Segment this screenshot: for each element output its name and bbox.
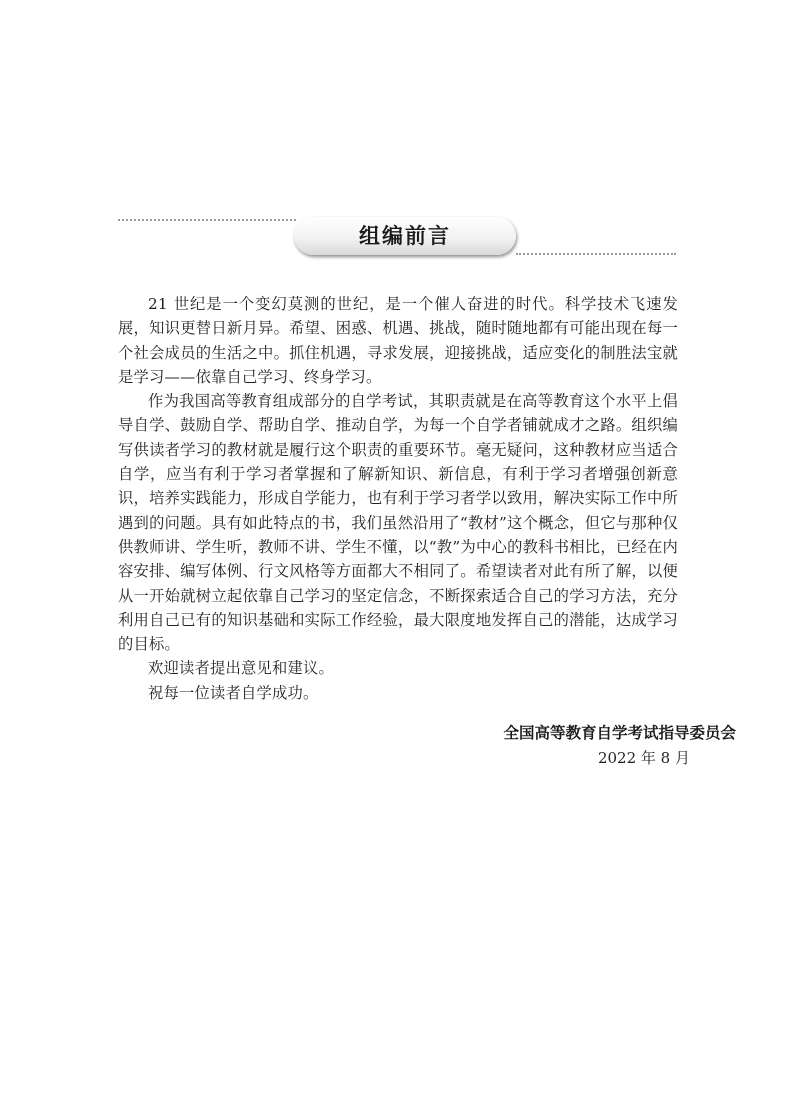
signature-date: 2022 年 8 月 [597, 749, 690, 767]
signature-organization: 全国高等教育自学考试指导委员会 [503, 724, 736, 742]
dotted-rule-right [516, 253, 676, 255]
title-pill [294, 217, 516, 255]
dotted-rule-left [118, 219, 296, 221]
paragraph-3: 欢迎读者提出意见和建议。 [148, 659, 334, 678]
signature-block [503, 722, 736, 772]
paragraph-1: 21 世纪是一个变幻莫测的世纪，是一个催人奋进的时代。科学技术飞速发展，知识更替日新月异。希望、困惑、机遇、挑战，随时随地都有可能出现在每一个社会成员的生活之中。抓住机遇，寻求发展，迎接挑战，适应变化的制胜法宝就是学习——依靠自己学习、终身学习。 [118, 295, 678, 386]
paragraph-4: 祝每一位读者自学成功。 [148, 683, 319, 702]
title-banner [118, 213, 678, 259]
page-title: 组编前言 [359, 224, 451, 248]
paragraph-2: 作为我国高等教育组成部分的自学考试，其职责就是在高等教育这个水平上倡导自学、鼓励自学、帮助自学、推动自学，为每一个自学者铺就成才之路。组织编写供读者学习的教材就是履行这个职责的重要环节。毫无疑问，这种教材应当适合自学，应当有利于学习者掌握和了解新知识、新信息，有利于学习者增强创新意识，培养实践能力，形成自学能力，也有利于学习者学以致用，解决实际工作中所遇到的问题。具有如此特点的书，我们虽然沿用了“教材”这个概念，但它与那种仅供教师讲、学生听，教师不讲、学生不懂，以“教”为中心的教科书相比，已经在内容安排、编写体例、行文风格等方面都大不相同了。希望读者对此有所了解，以便从一开始就树立起依靠自己学习的坚定信念，不断探索适合自己的学习方法，充分利用自己已有的知识基础和实际工作经验，最大限度地发挥自己的潜能，达成学习的目标。 [118, 392, 678, 654]
preface-body [118, 292, 678, 705]
